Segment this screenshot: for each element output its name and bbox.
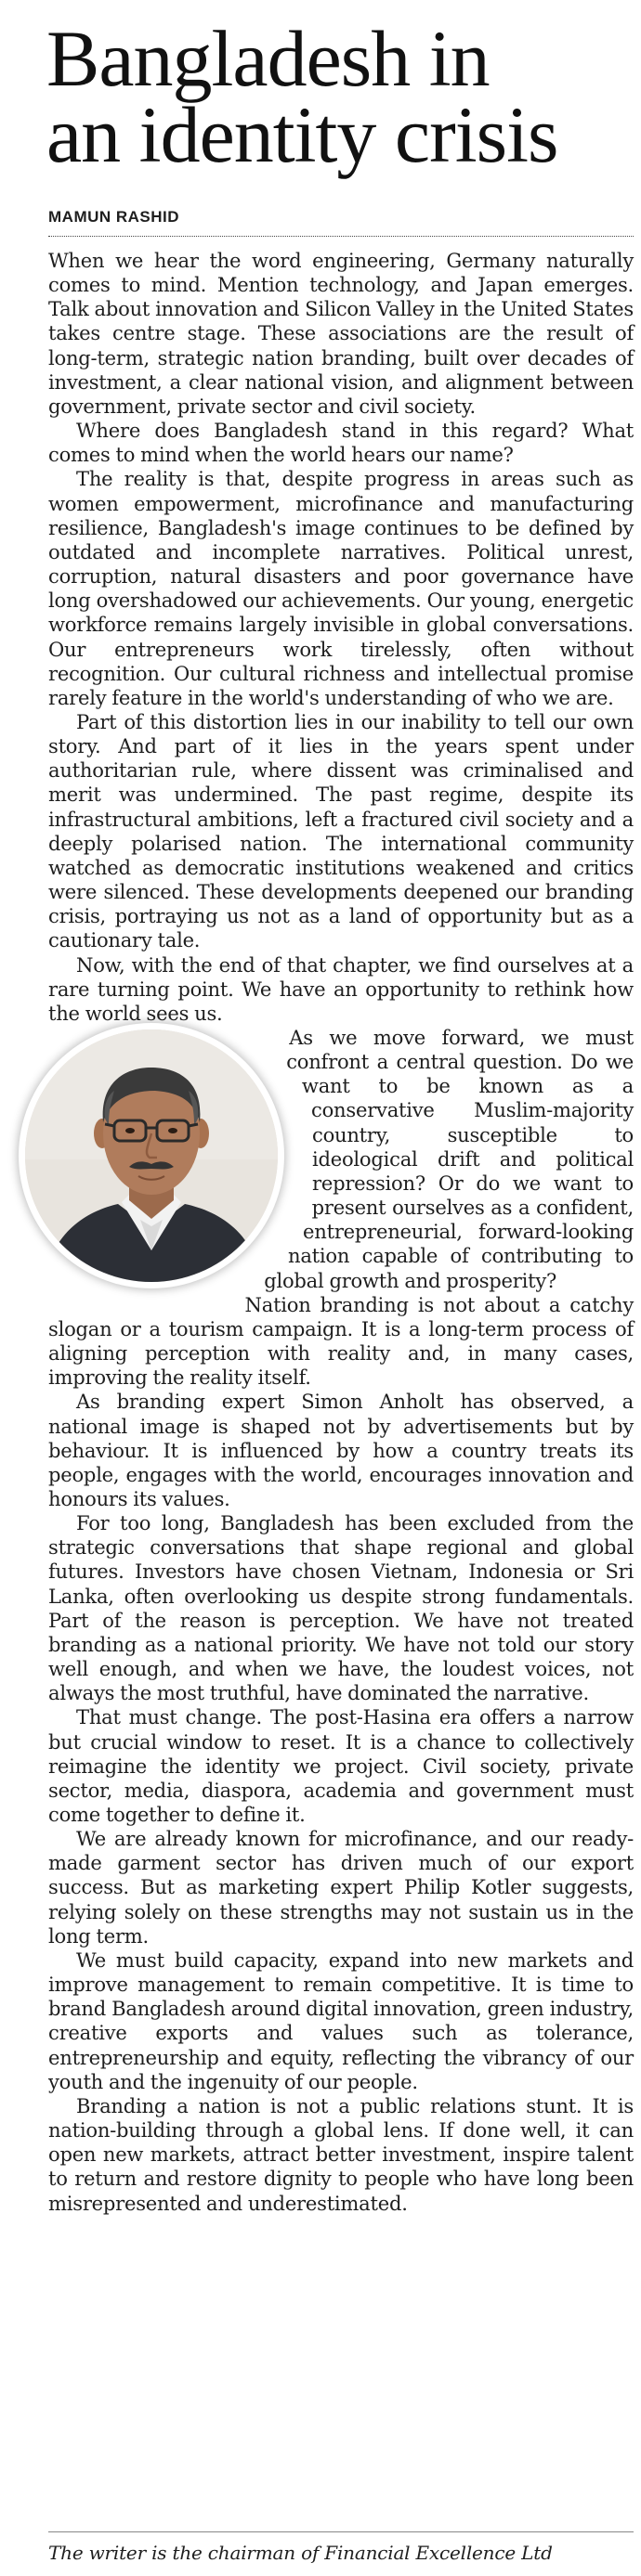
paragraph-9: For too long, Bangladesh has been excluded from the strategic conversations that shape regional and global futures. Investors have chosen Vietnam, Indonesia or Sri Lanka, often overlooking us despite strong fundamentals. Part of the reason is perception. We have not treated branding as a national priority. We have not told our story well enough, and when we have, the loudest voices, not always the most truthful, have dominated the narrative. bbox=[48, 1511, 634, 1705]
headline bbox=[46, 14, 641, 179]
author-portrait-icon bbox=[25, 1029, 278, 1282]
portrait-graphic bbox=[25, 1029, 278, 1282]
paragraph-5: Now, with the end of that chapter, we find ourselves at a rare turning point. We have an opportunity to rethink how the world sees us. bbox=[48, 952, 634, 1025]
paragraph-2: Where does Bangladesh stand in this regard? What comes to mind when the world hears our name? bbox=[48, 419, 634, 467]
paragraph-10: That must change. The post-Hasina era offers a narrow but crucial window to reset. It is a chance to collectively reimagine the identity we project. Civil society, private sector, media, diaspora, academia and government must come together to define it. bbox=[48, 1705, 634, 1826]
article-body bbox=[48, 249, 634, 2216]
paragraph-13: Branding a nation is not a public relations stunt. It is nation-building through a global lens. If done well, it can open new markets, attract better investment, inspire talent to return and restore dignity to people who have long been misrepresented and underestimated. bbox=[48, 2093, 634, 2215]
paragraph-6: As we move forward, we must confront a central question. Do we want to be known as a conservative Muslim-majority country, susceptible to ideological drift and political repression? Or do we want to present ourselves as a confident, entrepreneurial, forward-looking nation capable of contributing to global growth and prosperity? bbox=[264, 1026, 634, 1292]
headline-line-1: Bangladesh in bbox=[46, 14, 490, 103]
byline: MAMUN RASHID bbox=[48, 208, 180, 226]
author-photo bbox=[20, 1026, 299, 1314]
paragraph-12: We must build capacity, expand into new markets and improve management to remain competitive. It is time to brand Bangladesh around digital innovation, green industry, creative exports and values such as tolerance, entrepreneurship and equity, reflecting the vibrancy of our youth and the ingenuity of our people. bbox=[48, 1948, 634, 2093]
paragraph-3: The reality is that, despite progress in areas such as women empowerment, microfinance and manufacturing resilience, Bangladesh's image continues to be defined by outdated and incomplete narratives. Political unrest, corruption, natural disasters and poor governance have long overshadowed our achievements. Our young, energetic workforce remains largely invisible in global conversations. Our entrepreneurs work tirelessly, often without recognition. Our cultural richness and intellectual promise rarely feature in the world's understanding of who we are. bbox=[48, 467, 634, 709]
author-note: The writer is the chairman of Financial Excellence Ltd bbox=[48, 2531, 634, 2564]
paragraph-8: As branding expert Simon Anholt has observed, a national image is shaped not by advertisements but by behaviour. It is influenced by how a country treats its people, engages with the world, encourages innovation and honours its values. bbox=[48, 1390, 634, 1510]
headline-line-2: an identity crisis bbox=[46, 90, 558, 179]
paragraph-1: When we hear the word engineering, Germany naturally comes to mind. Mention technology, and Japan emerges. Talk about innovation and Silicon Valley in the United States takes centre stage. These associations are the result of long-term, strategic nation branding, built over decades of investment, a clear national vision, and alignment between government, private sector and civil society. bbox=[48, 249, 634, 418]
byline-divider bbox=[48, 236, 634, 237]
paragraph-11: We are already known for microfinance, and our ready-made garment sector has driven much of our export success. But as marketing expert Philip Kotler suggests, relying solely on these strengths may not sustain us in the long term. bbox=[48, 1827, 634, 1948]
paragraph-7: Nation branding is not about a catchy slogan or a tourism campaign. It is a long-term process of aligning perception with reality and, in many cases, improving the reality itself. bbox=[48, 1292, 634, 1390]
paragraph-4: Part of this distortion lies in our inability to tell our own story. And part of it lies in the years spent under authoritarian rule, where dissent was criminalised and merit was undermined. The past regime, despite its infrastructural ambitions, left a fractured civil society and a deeply polarised nation. The international community watched as democratic institutions weakened and critics were silenced. These developments deepened our branding crisis, portraying us not as a land of opportunity but as a cautionary tale. bbox=[48, 709, 634, 952]
